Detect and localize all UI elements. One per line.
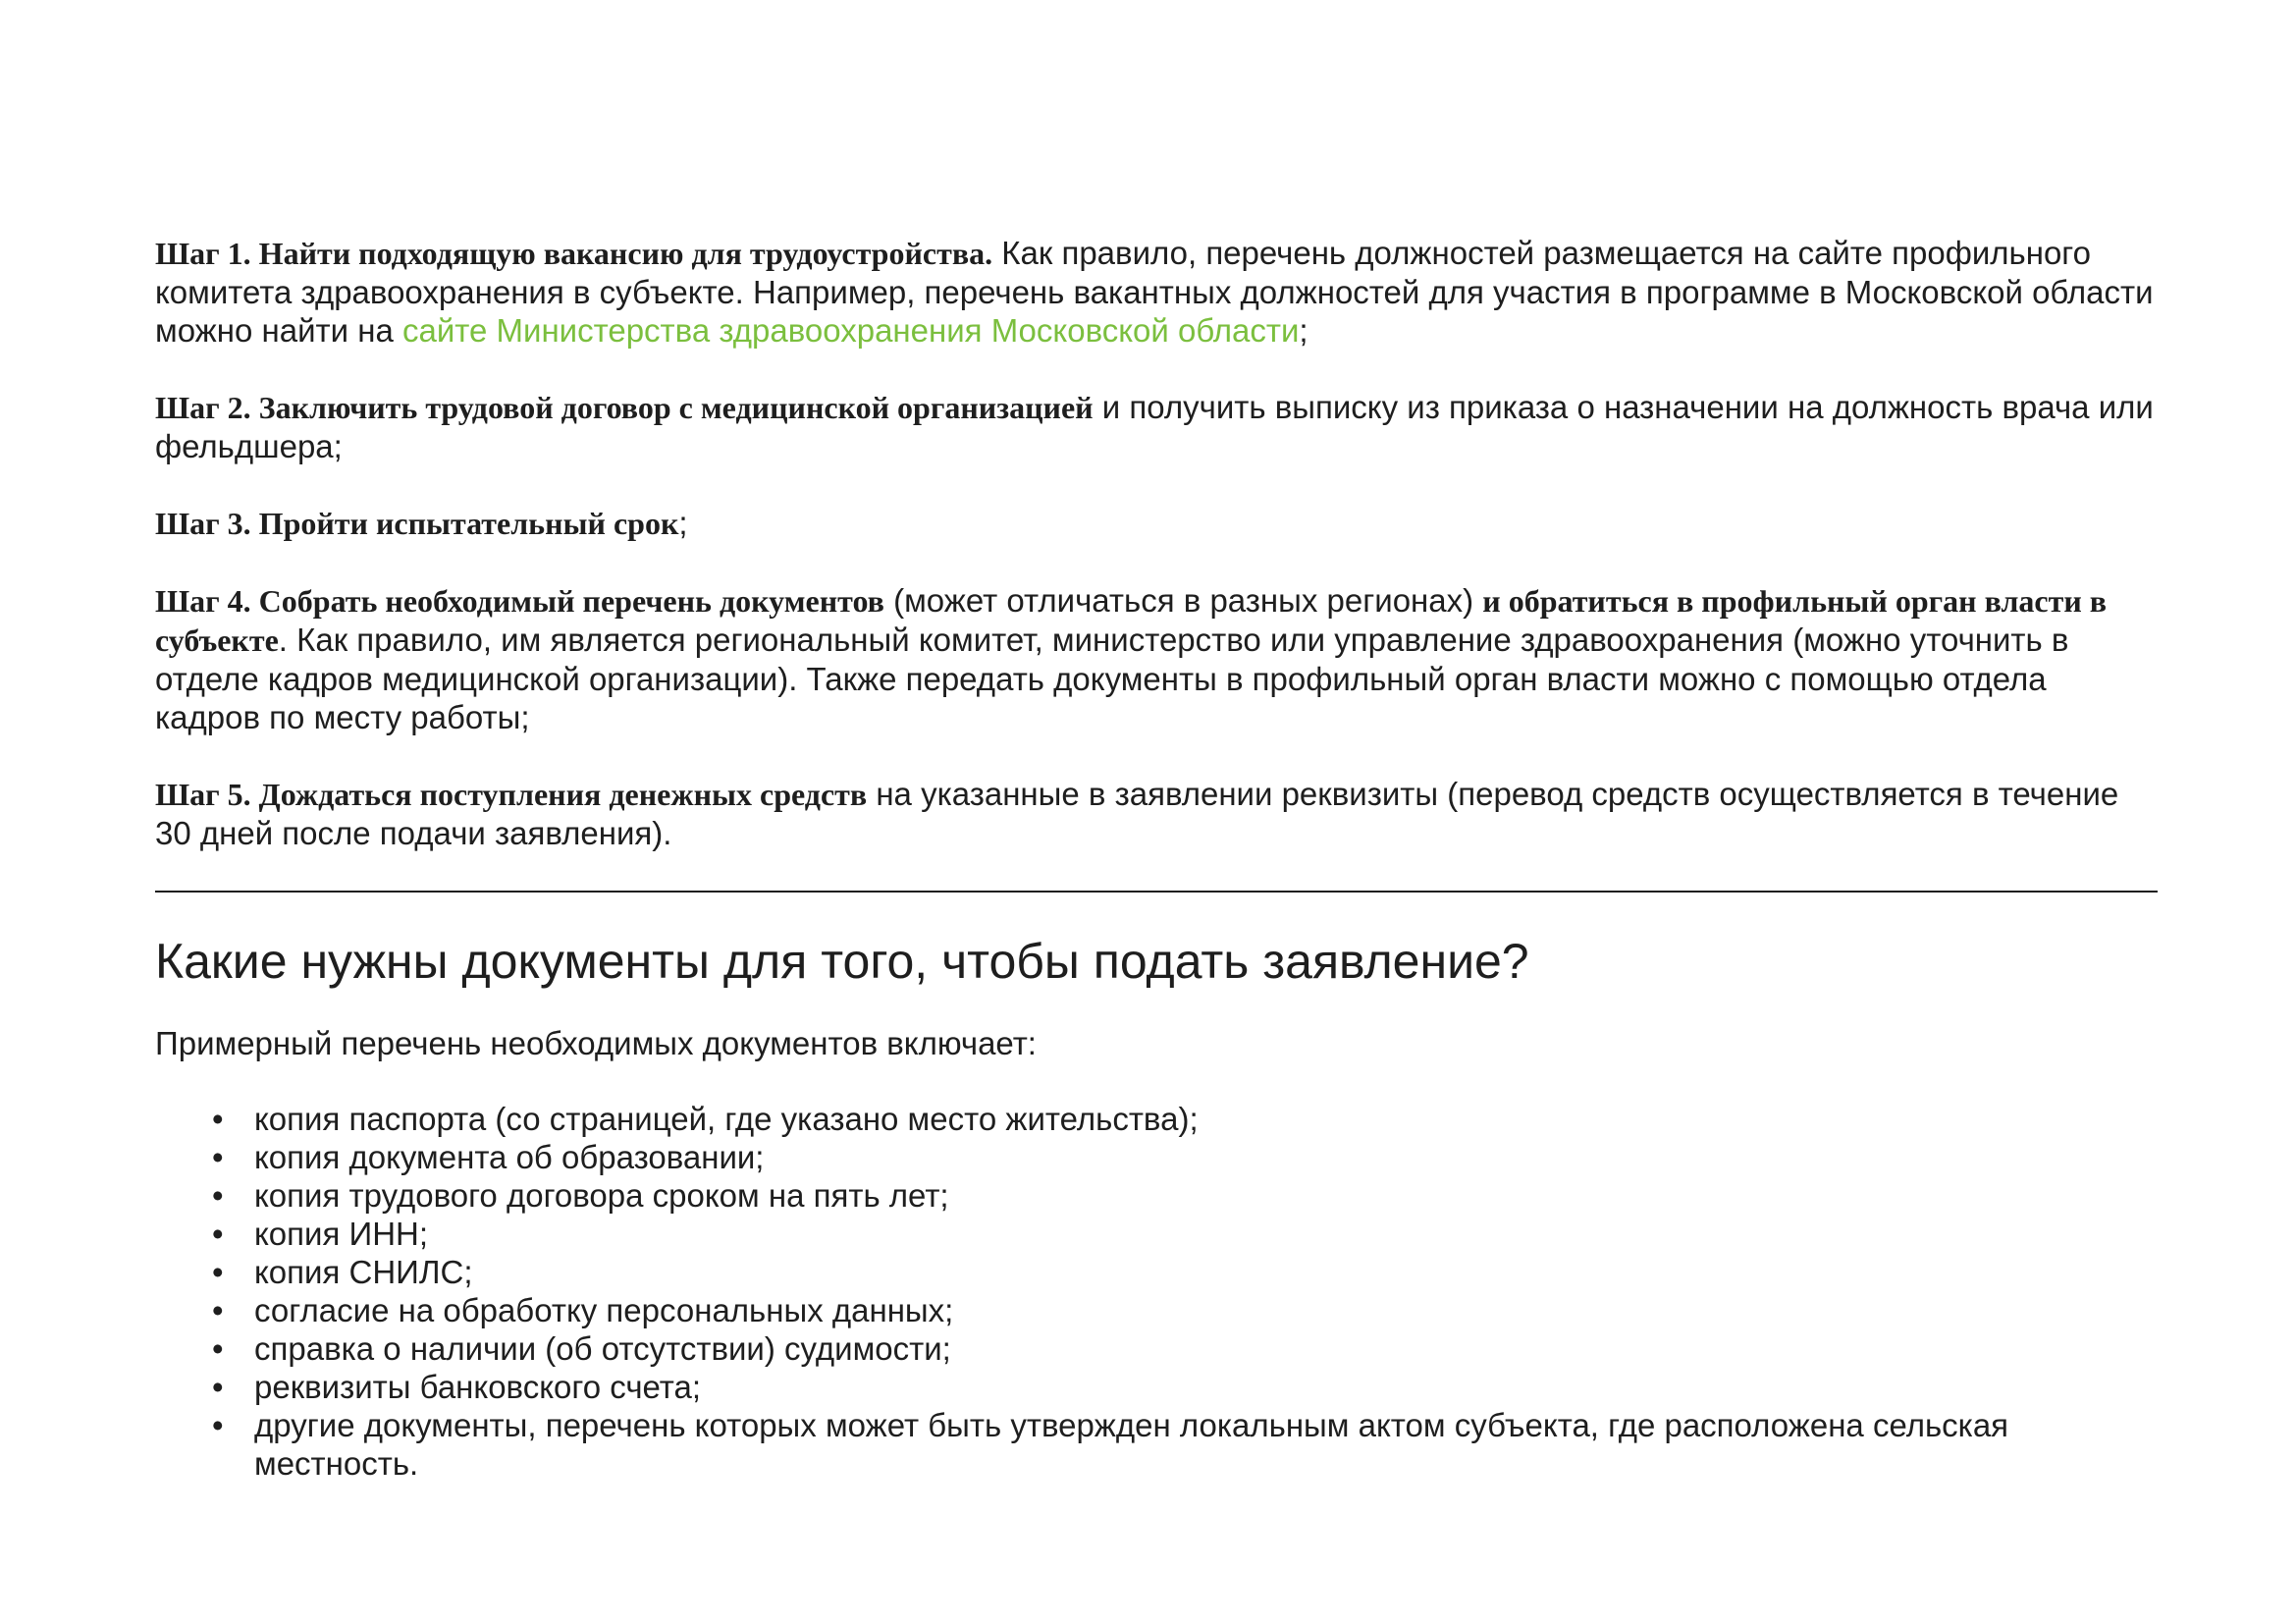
step-3 <box>155 504 2158 543</box>
bullet-icon: • <box>212 1407 224 1443</box>
list-item-text: копия паспорта (со страницей, где указано место жительства); <box>254 1101 1199 1137</box>
list-item <box>212 1215 2158 1253</box>
step-4-title: Шаг 4. Собрать необходимый перечень документов <box>155 583 884 619</box>
step-1-title: Шаг 1. Найти подходящую вакансию для трудоустройства. <box>155 236 993 271</box>
step-1-text: Как правило, перечень должностей размещается на сайте профильного комитета здравоохранения в субъекте. Например, перечень вакантных должностей для участия в программе в Московской области можно найти на <box>155 235 2154 349</box>
ministry-link[interactable]: сайте Министерства здравоохранения Московской области <box>401 312 1300 349</box>
bullet-icon: • <box>212 1177 224 1214</box>
list-item-text: копия ИНН; <box>254 1216 429 1252</box>
section-title: Какие нужны документы для того, чтобы подать заявление? <box>155 934 1529 989</box>
step-4 <box>155 581 2158 736</box>
list-item <box>212 1329 2158 1368</box>
list-item-text: другие документы, перечень которых может быть утвержден локальным актом субъекта, где расположена сельская местность. <box>254 1407 2009 1482</box>
step-3-text: ; <box>678 505 688 541</box>
documents-list <box>155 1100 2158 1483</box>
document-page <box>155 234 2158 1483</box>
documents-intro: Примерный перечень необходимых документов включает: <box>155 1025 1037 1061</box>
list-item <box>212 1138 2158 1176</box>
list-item <box>212 1291 2158 1329</box>
list-item-text: копия трудового договора сроком на пять лет; <box>254 1177 949 1214</box>
step-1 <box>155 234 2158 350</box>
step-5 <box>155 775 2158 852</box>
bullet-icon: • <box>212 1254 224 1290</box>
list-item <box>212 1100 2158 1138</box>
step-2-text: и получить выписку из приказа о назначении на должность врача или фельдшера; <box>155 389 2154 464</box>
bullet-icon: • <box>212 1330 224 1367</box>
step-4-text-2: . Как правило, им является региональный комитет, министерство или управление здравоохранения (можно уточнить в отделе кадров медицинской организации). Также передать документы в профильный орган власти можно с помощью отдела кадров по месту работы; <box>155 622 2069 735</box>
list-item-text: согласие на обработку персональных данных; <box>254 1292 954 1328</box>
list-item <box>212 1176 2158 1215</box>
bullet-icon: • <box>212 1292 224 1328</box>
step-1-text-end: ; <box>1299 312 1308 349</box>
step-4-title-2: и обратиться в профильный орган власти в субъекте <box>155 583 2108 658</box>
list-item-text: реквизиты банковского счета; <box>254 1369 702 1405</box>
step-5-text: на указанные в заявлении реквизиты (перевод средств осуществляется в течение 30 дней после подачи заявления). <box>155 776 2119 851</box>
step-2-title: Шаг 2. Заключить трудовой договор с медицинской организацией <box>155 390 1094 425</box>
section-divider <box>155 891 2158 893</box>
list-item-text: копия СНИЛС; <box>254 1254 473 1290</box>
list-item <box>212 1253 2158 1291</box>
list-item-text: копия документа об образовании; <box>254 1139 765 1175</box>
list-item-text: справка о наличии (об отсутствии) судимости; <box>254 1330 951 1367</box>
bullet-icon: • <box>212 1216 224 1252</box>
step-4-text: (может отличаться в разных регионах) <box>883 582 1483 619</box>
bullet-icon: • <box>212 1139 224 1175</box>
step-5-title: Шаг 5. Дождаться поступления денежных средств <box>155 777 868 812</box>
step-2 <box>155 388 2158 465</box>
bullet-icon: • <box>212 1101 224 1137</box>
bullet-icon: • <box>212 1369 224 1405</box>
list-item <box>212 1406 2158 1483</box>
list-item <box>212 1368 2158 1406</box>
step-3-title: Шаг 3. Пройти испытательный срок <box>155 506 679 541</box>
